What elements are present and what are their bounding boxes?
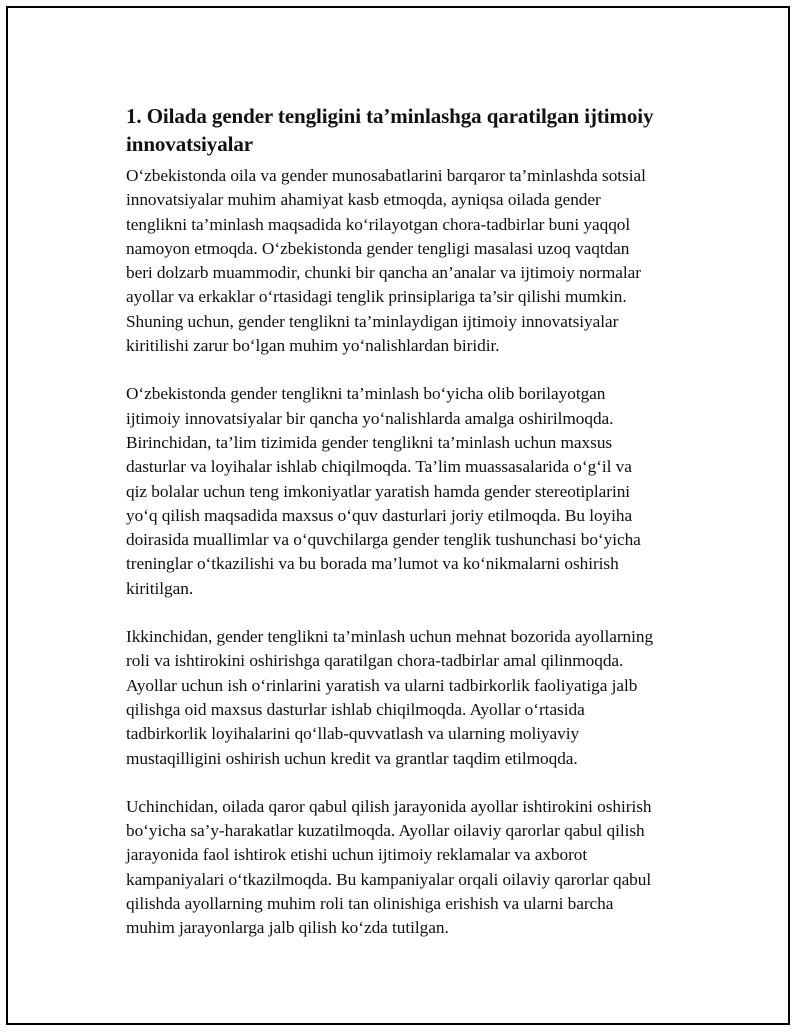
- paragraph-line: mustaqilligini oshirish uchun kredit va grantlar taqdim etilmoqda.: [126, 748, 578, 768]
- heading-line: innovatsiyalar: [126, 132, 253, 156]
- heading-line: 1. Oilada gender tengligini ta’minlashga qaratilgan ijtimoiy: [126, 104, 654, 128]
- paragraph-line: ijtimoiy innovatsiyalar bir qancha yo‘nalishlarda amalga oshirilmoqda.: [126, 408, 614, 428]
- paragraph-line: kiritilishi zarur bo‘lgan muhim yo‘nalishlardan biridir.: [126, 336, 500, 356]
- paragraph-2: [126, 382, 696, 601]
- paragraph-line: qilishga oid maxsus dasturlar ishlab chiqilmoqda. Ayollar o‘rtasida: [126, 699, 585, 719]
- paragraph-line: beri dolzarb muammodir, chunki bir qancha an’analar va ijtimoiy normalar: [126, 263, 641, 283]
- paragraph-line: roli va ishtirokini oshirishga qaratilgan chora-tadbirlar amal qilinmoqda.: [126, 651, 624, 671]
- paragraph-line: jarayonida faol ishtirok etishi uchun ijtimoiy reklamalar va axborot: [126, 845, 588, 865]
- paragraph-line: innovatsiyalar muhim ahamiyat kasb etmoqda, ayniqsa oilada gender: [126, 190, 601, 210]
- paragraph-line: bo‘yicha sa’y-harakatlar kuzatilmoqda. Ayollar oilaviy qarorlar qabul qilish: [126, 821, 645, 841]
- paragraph-line: kampaniyalari o‘tkazilmoqda. Bu kampaniyalar orqali oilaviy qarorlar qabul: [126, 869, 652, 889]
- paragraph-line: dasturlar va loyihalar ishlab chiqilmoqda. Ta’lim muassasalarida o‘g‘il va: [126, 457, 632, 477]
- paragraph-line: tenglikni ta’minlash maqsadida ko‘rilayotgan chora-tadbirlar buni yaqqol: [126, 214, 631, 234]
- paragraph-line: ayollar va erkaklar o‘rtasidagi tenglik prinsiplariga ta’sir qilishi mumkin.: [126, 287, 627, 307]
- paragraph-line: qilishda ayollarning muhim roli tan olinishiga erishish va ularni barcha: [126, 894, 614, 914]
- paragraph-line: O‘zbekistonda gender tenglikni ta’minlash bo‘yicha olib borilayotgan: [126, 384, 606, 404]
- document-content: [126, 102, 696, 965]
- paragraph-line: namoyon etmoqda. O‘zbekistonda gender tengligi masalasi uzoq vaqtdan: [126, 238, 630, 258]
- paragraph-line: muhim jarayonlarga jalb qilish ko‘zda tutilgan.: [126, 918, 449, 938]
- paragraph-line: Uchinchidan, oilada qaror qabul qilish jarayonida ayollar ishtirokini oshirish: [126, 796, 652, 816]
- paragraph-line: Birinchidan, ta’lim tizimida gender tenglikni ta’minlash uchun maxsus: [126, 432, 613, 452]
- section-heading: [126, 102, 696, 158]
- paragraph-line: Ayollar uchun ish o‘rinlarini yaratish va ularni tadbirkorlik faoliyatiga jalb: [126, 675, 638, 695]
- paragraph-line: qiz bolalar uchun teng imkoniyatlar yaratish hamda gender stereotiplarini: [126, 481, 631, 501]
- page-frame: [6, 6, 790, 1025]
- paragraph-line: tadbirkorlik loyihalarini qo‘llab-quvvatlash va ularning moliyaviy: [126, 724, 580, 744]
- paragraph-line: Shuning uchun, gender tenglikni ta’minlaydigan ijtimoiy innovatsiyalar: [126, 311, 619, 331]
- paragraph-line: O‘zbekistonda oila va gender munosabatlarini barqaror ta’minlashda sotsial: [126, 166, 646, 185]
- paragraph-line: yo‘q qilish maqsadida maxsus o‘quv dasturlari joriy etilmoqda. Bu loyiha: [126, 505, 633, 525]
- paragraph-line: kiritilgan.: [126, 578, 194, 598]
- paragraph-3: [126, 625, 696, 771]
- paragraph-1: [126, 164, 696, 358]
- paragraph-line: doirasida muallimlar va o‘quvchilarga gender tenglik tushunchasi bo‘yicha: [126, 530, 641, 550]
- paragraph-4: [126, 795, 696, 941]
- paragraph-line: treninglar o‘tkazilishi va bu borada ma’lumot va ko‘nikmalarni oshirish: [126, 554, 619, 574]
- paragraph-line: Ikkinchidan, gender tenglikni ta’minlash uchun mehnat bozorida ayollarning: [126, 627, 654, 647]
